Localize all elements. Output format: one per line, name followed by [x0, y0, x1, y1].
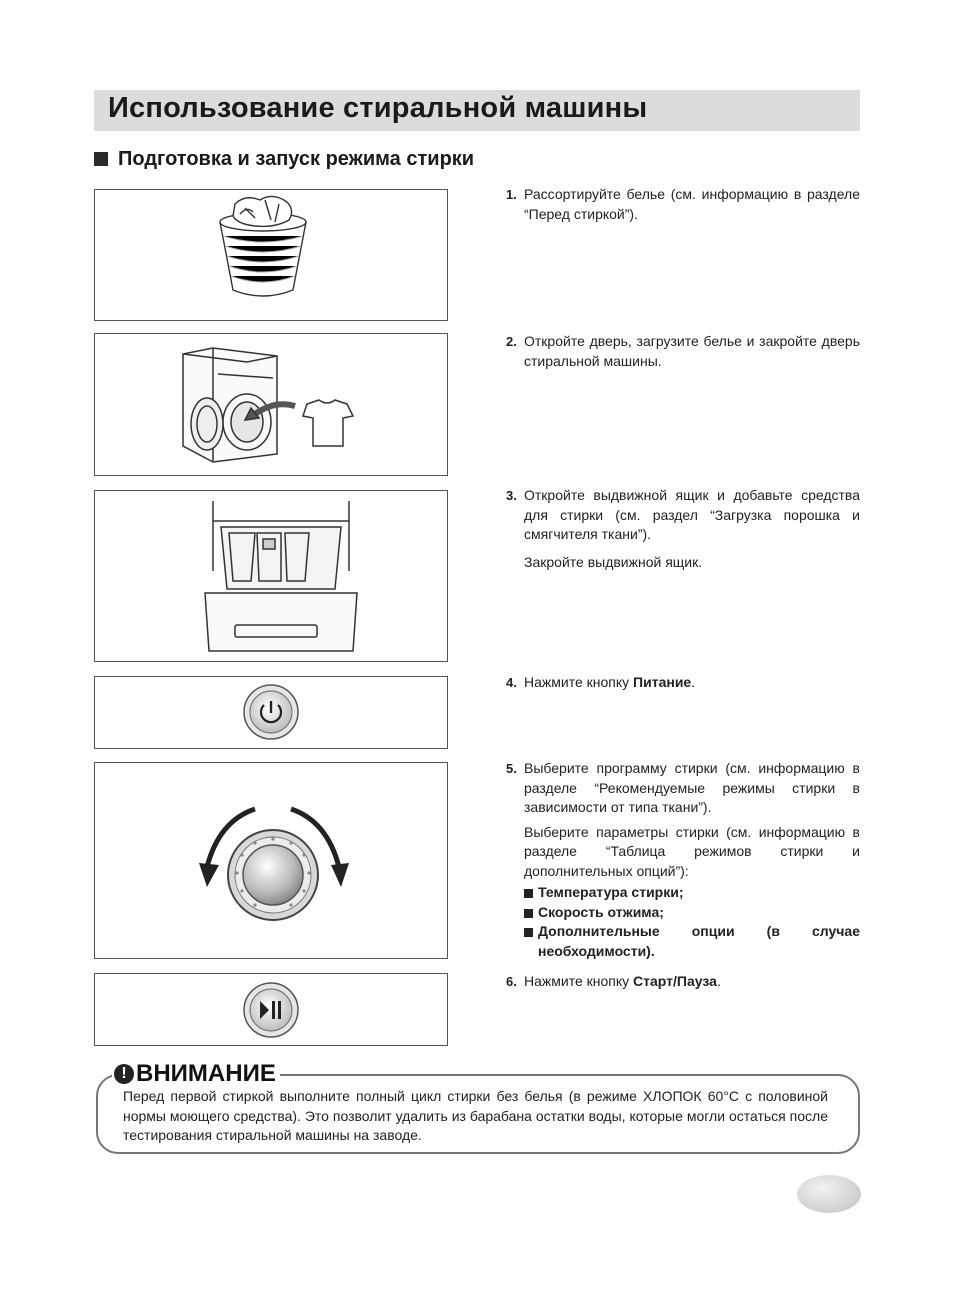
- step-number: 1.: [506, 187, 517, 202]
- step-2: [506, 332, 860, 371]
- step2-illustration: [94, 333, 448, 476]
- step-6: [506, 972, 860, 992]
- step-text: Нажмите кнопку Питание.: [524, 674, 696, 690]
- step1-illustration: [94, 189, 448, 321]
- step-text: Откройте дверь, загрузите белье и закройте дверь стиральной машины.: [524, 333, 860, 369]
- step-text: Выберите программу стирки (см. информацию в разделе “Рекомендуемые режимы стирки в зависимости от типа ткани”).: [524, 760, 860, 815]
- step-text: Нажмите кнопку Старт/Пауза.: [524, 973, 721, 989]
- step-5: [506, 759, 860, 961]
- step-number: 5.: [506, 761, 517, 776]
- page-title: Использование стиральной машины: [108, 92, 648, 124]
- step-3: [506, 486, 860, 572]
- power-button-label: Питание: [633, 674, 692, 690]
- step-number: 6.: [506, 974, 517, 989]
- step-1: [506, 185, 860, 224]
- step-text: Откройте выдвижной ящик и добавьте средства для стирки (см. раздел “Загрузка порошка и смягчителя ткани”).: [524, 487, 860, 542]
- program-dial-icon: [95, 763, 449, 960]
- caution-text: Перед первой стиркой выполните полный цикл стирки без белья (в режиме ХЛОПОК 60°C с половиной нормы моющего средства). Это позволит удалить из барабана остатки воды, которые могли остаться после тестирования стиральной машины на заводе.: [123, 1088, 828, 1143]
- laundry-basket-icon: [95, 190, 449, 322]
- detergent-drawer-icon: [95, 491, 449, 663]
- caution-heading: [112, 1060, 280, 1088]
- step-text: Рассортируйте белье (см. информацию в разделе “Перед стиркой”).: [524, 186, 860, 222]
- header-bar: [94, 90, 860, 131]
- section-bullet-icon: [94, 152, 108, 166]
- section-heading: [94, 146, 474, 172]
- step4-illustration: [94, 676, 448, 749]
- step-number: 4.: [506, 675, 517, 690]
- step-text: Закройте выдвижной ящик.: [524, 553, 703, 570]
- list-item: Дополнительные опции (в случае необходимости).: [524, 922, 860, 961]
- section-title: Подготовка и запуск режима стирки: [118, 147, 475, 170]
- caution-title: ВНИМАНИЕ: [136, 1060, 276, 1087]
- step3-illustration: [94, 490, 448, 662]
- step-4: [506, 673, 860, 693]
- washer-loading-icon: [95, 334, 449, 477]
- step5-illustration: [94, 762, 448, 959]
- power-button-icon: [95, 677, 449, 750]
- page-number-oval: [797, 1175, 861, 1213]
- step-text: Выберите параметры стирки (см. информацию в разделе “Таблица режимов стирки и дополнительных опций”):: [524, 823, 860, 879]
- options-list: [524, 883, 860, 961]
- step6-illustration: [94, 973, 448, 1046]
- exclamation-icon: !: [114, 1064, 134, 1084]
- step-number: 3.: [506, 488, 517, 503]
- step-number: 2.: [506, 334, 517, 349]
- list-item: Температура стирки;: [524, 883, 860, 903]
- start-pause-label: Старт/Пауза: [633, 973, 717, 989]
- start-pause-button-icon: [95, 974, 449, 1047]
- list-item: Скорость отжима;: [524, 903, 860, 923]
